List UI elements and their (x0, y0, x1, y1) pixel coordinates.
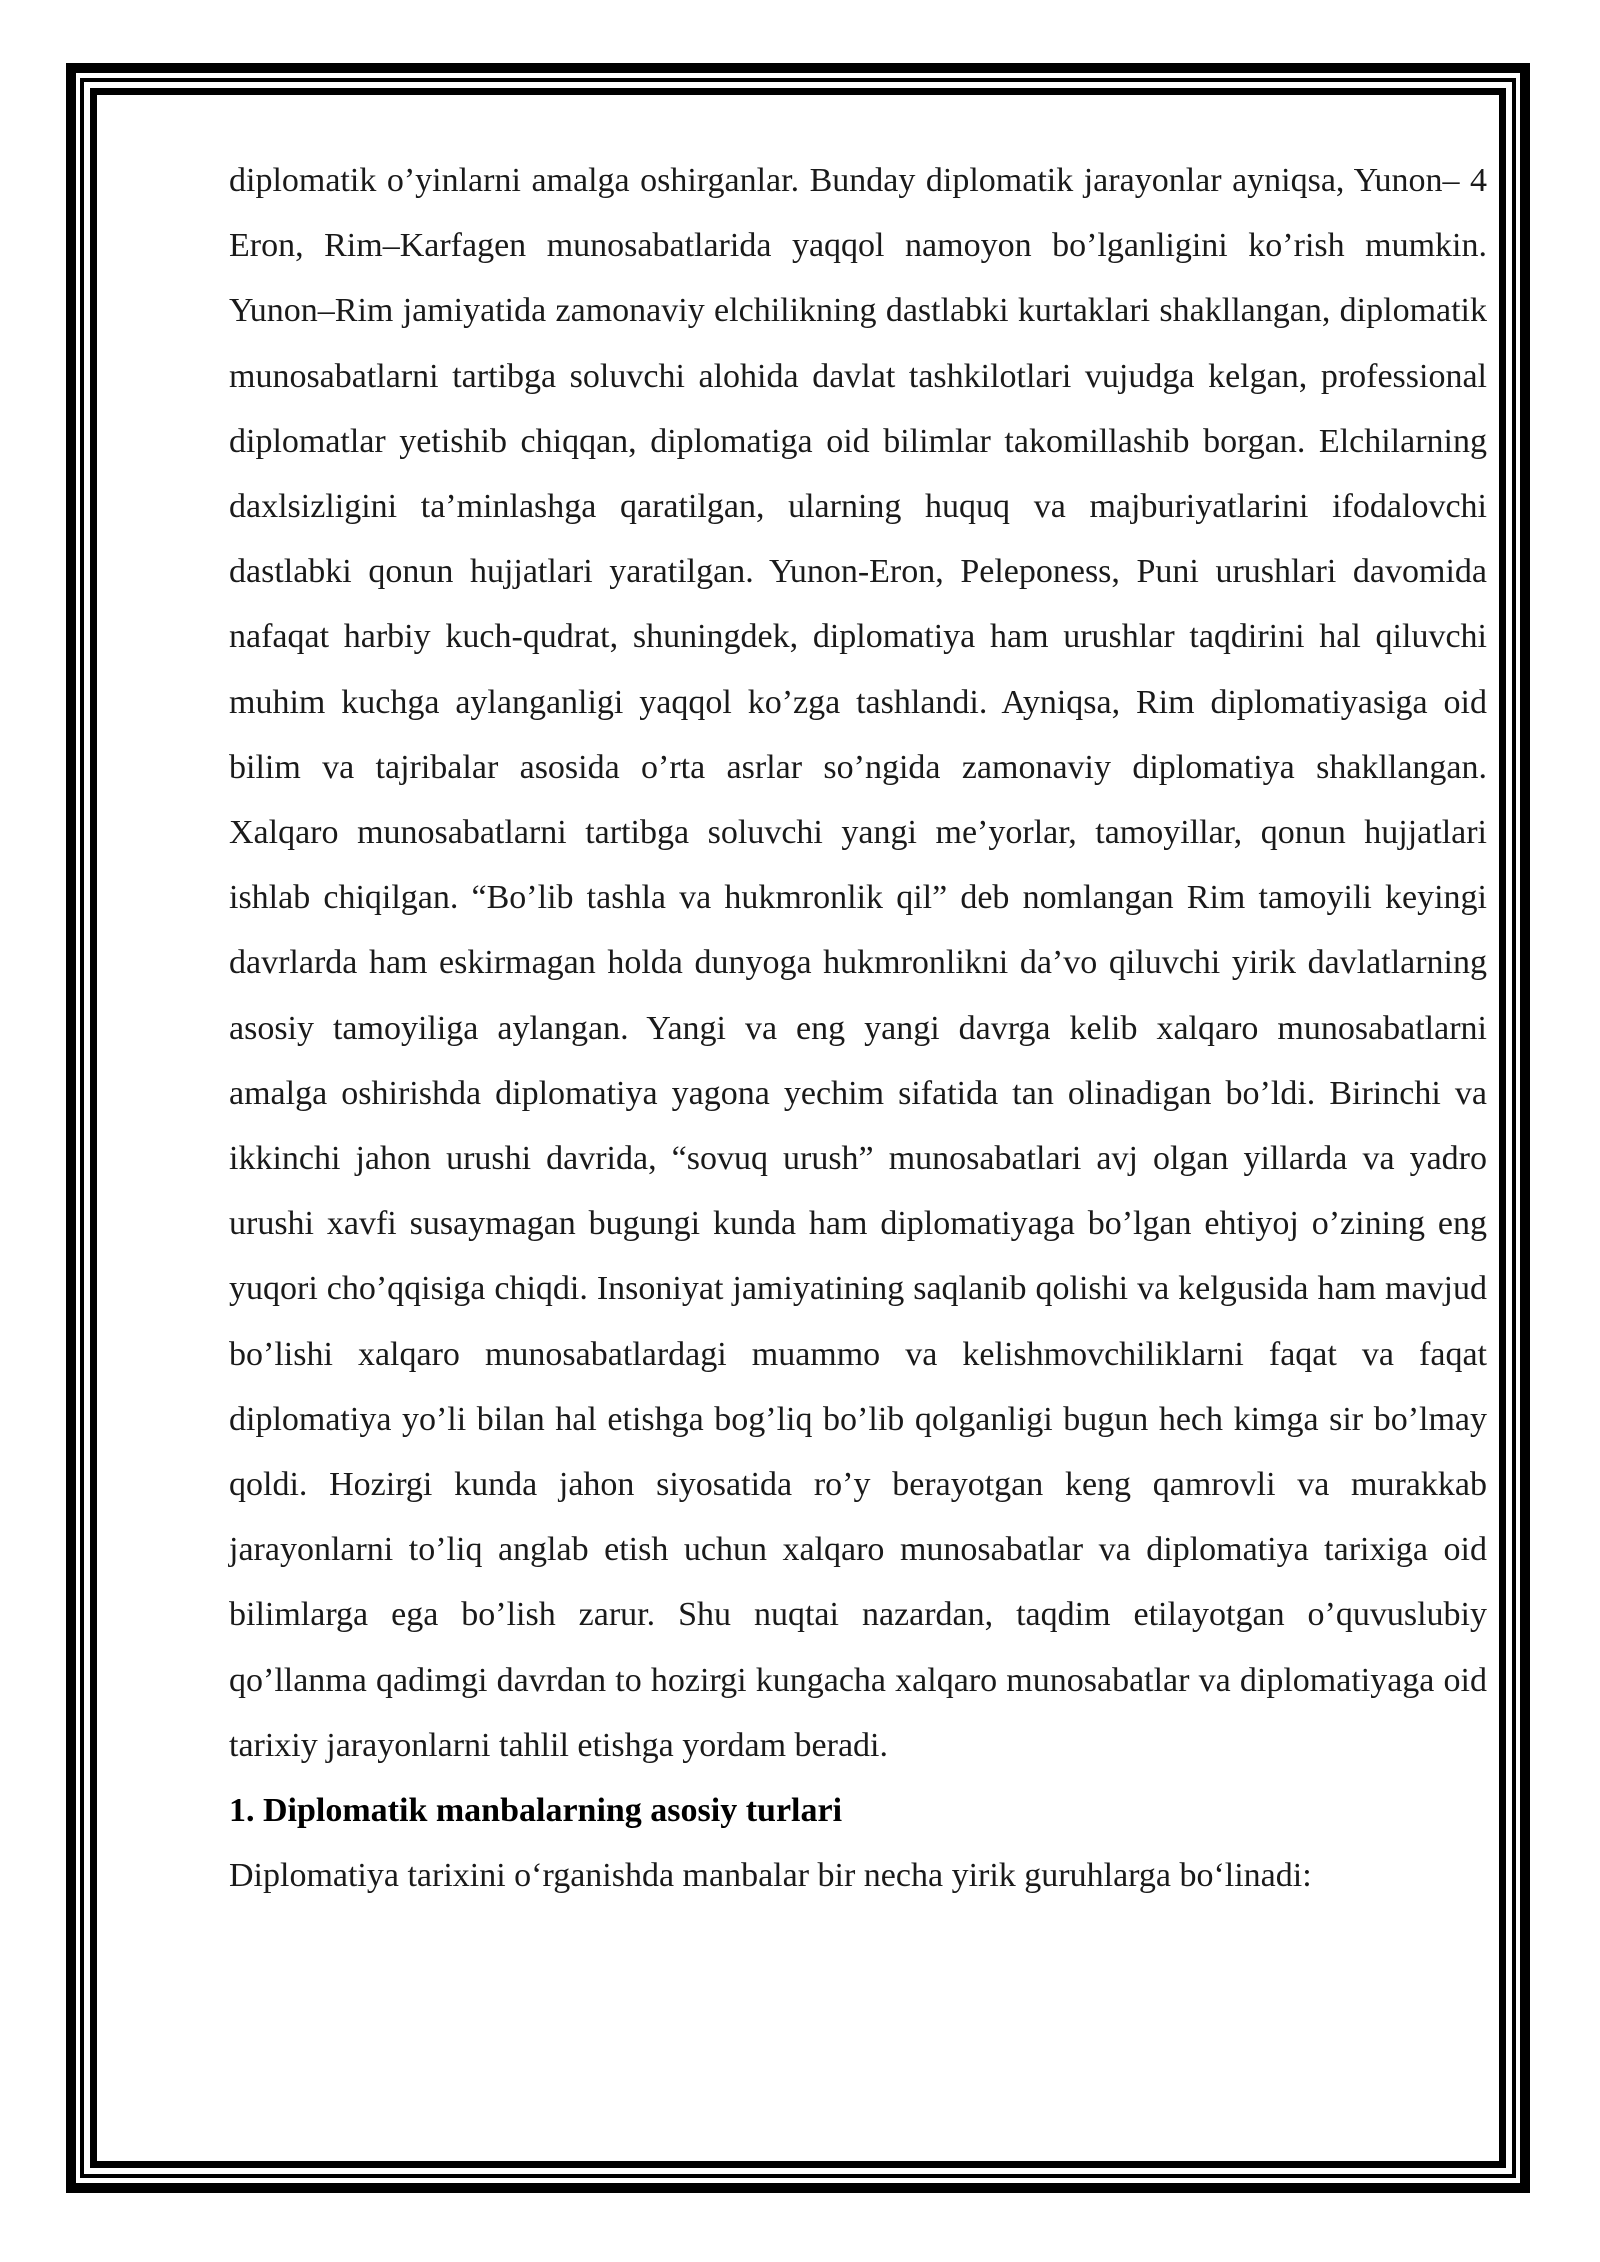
body-paragraph: diplomatik o’yinlarni amalga oshirganlar. Bunday diplomatik jarayonlar ayniqsa, Yunon– 4 Eron, Rim–Karfagen munosabatlarida yaqqol namoyon bo’lganligini ko’rish mumkin. Yunon–Rim jamiyatida zamonaviy elchilikning dastlabki kurtaklari shakllangan, diplomatik munosabatlarni tartibga soluvchi alohida davlat tashkilotlari vujudga kelgan, professional diplomatlar yetishib chiqqan, diplomatiga oid bilimlar takomillashib borgan. Elchilarning daxlsizligini ta’minlashga qaratilgan, ularning huquq va majburiyatlarini ifodalovchi dastlabki qonun hujjatlari yaratilgan. Yunon-Eron, Peleponess, Puni urushlari davomida nafaqat harbiy kuch-qudrat, shuningdek, diplomatiya ham urushlar taqdirini hal qiluvchi muhim kuchga aylanganligi yaqqol ko’zga tashlandi. Ayniqsa, Rim diplomatiyasiga oid bilim va tajribalar asosida o’rta asrlar so’ngida zamonaviy diplomatiya shakllangan. Xalqaro munosabatlarni tartibga soluvchi yangi me’yorlar, tamoyillar, qonun hujjatlari ishlab chiqilgan. “Bo’lib tashla va hukmronlik qil” deb nomlangan Rim tamoyili keyingi davrlarda ham eskirmagan holda dunyoga hukmronlikni da’vo qiluvchi yirik davlatlarning asosiy tamoyiliga aylangan. Yangi va eng yangi davrga kelib xalqaro munosabatlarni amalga oshirishda diplomatiya yagona yechim sifatida tan olinadigan bo’ldi. Birinchi va ikkinchi jahon urushi davrida, “sovuq urush” munosabatlari avj olgan yillarda va yadro urushi xavfi susaymagan bugungi kunda ham diplomatiyaga bo’lgan ehtiyoj o’zining eng yuqori cho’qqisiga chiqdi. Insoniyat jamiyatining saqlanib qolishi va kelgusida ham mavjud bo’lishi xalqaro munosabatlardagi muammo va kelishmovchiliklarni faqat va faqat diplomatiya yo’li bilan hal etishga bog’liq bo’lib qolganligi bugun hech kimga sir bo’lmay qoldi. Hozirgi kunda jahon siyosatida ro’y berayotgan keng qamrovli va murakkab jarayonlarni to’liq anglab etish uchun xalqaro munosabatlar va diplomatiya tarixiga oid bilimlarga ega bo’lish zarur. Shu nuqtai nazardan, taqdim etilayotgan o’quvuslubiy qo’llanma qadimgi davrdan to hozirgi kungacha xalqaro munosabatlar va diplomatiyaga oid tarixiy jarayonlarni tahlil etishga yordam beradi. (229, 162, 1487, 1764)
section-heading: 1. Diplomatik manbalarning asosiy turlari (229, 1792, 843, 1830)
page-content (229, 148, 1487, 1908)
section-intro-line: Diplomatiya tarixini o‘rganishda manbalar bir necha yirik guruhlarga bo‘linadi: (229, 1857, 1312, 1895)
